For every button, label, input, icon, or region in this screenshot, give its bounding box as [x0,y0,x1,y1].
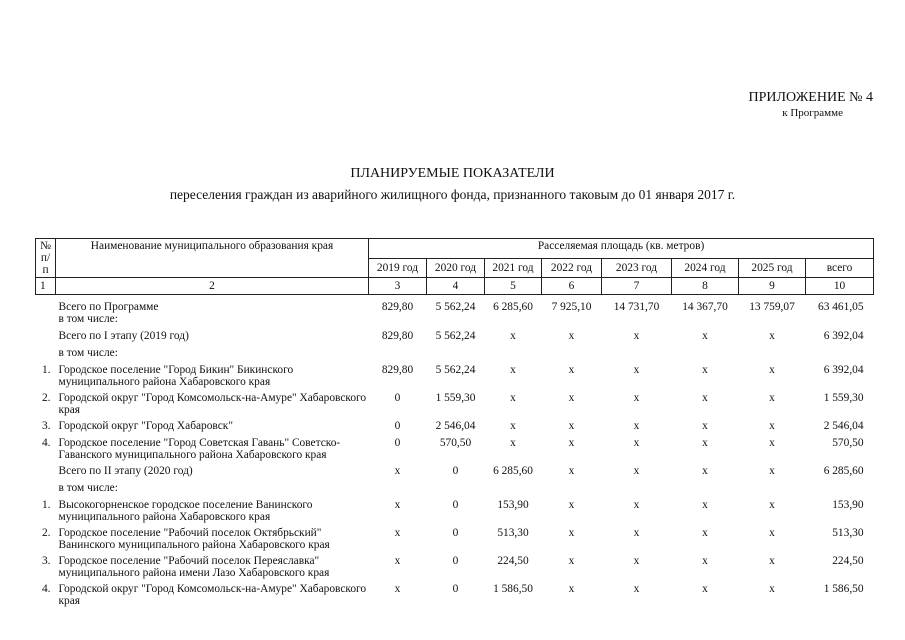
cell-2019: 0 [394,392,401,404]
cell-2021: 6 285,60 [493,465,533,477]
header-year: 2023 год [602,258,672,278]
row-name: в том числе: [58,347,118,359]
header-year: 2024 год [672,258,739,278]
cell-2022: х [568,555,575,567]
cell-2019: 829,80 [381,301,414,313]
row-name: в том числе: [58,482,118,494]
table-row [36,583,874,611]
header-year: 2020 год [427,258,485,278]
cell-2019 [369,347,427,364]
row-number [36,465,56,482]
cell-2023: х [633,392,640,404]
cell-total: 570,50 [832,437,864,449]
cell-2021 [485,313,542,330]
row-name: Всего по Программе [58,301,159,313]
cell-2024: х [702,330,708,342]
cell-total: 1 586,50 [823,583,864,595]
row-name: Высокогорненское городское поселение Ванинского муниципального района Хабаровского края [58,499,313,523]
cell-2020: 0 [452,465,459,477]
cell-2023 [602,482,672,499]
row-number: 3. [41,420,51,432]
cell-2020: 0 [452,555,459,567]
header-name: Наименование муниципального образования края [56,239,369,278]
row-number: 3. [41,555,51,567]
cell-2019: 829,80 [381,364,414,376]
cell-2023: х [633,555,640,567]
header-year: 2022 год [542,258,602,278]
cell-2019: х [394,465,401,477]
cell-2020: 2 546,04 [435,420,476,432]
cell-2024: 14 367,70 [682,301,728,313]
cell-total: 6 392,04 [823,330,864,342]
table-row [36,555,874,583]
cell-2021: х [510,437,516,449]
cell-2024: х [702,437,708,449]
cell-2022 [542,347,602,364]
cell-2021: х [510,420,516,432]
appendix-title: ПРИЛОЖЕНИЕ № 4 [748,90,873,105]
row-name: Городское поселение "Город Бикин" Бикинского муниципального района Хабаровского края [58,364,294,388]
cell-total: 63 461,05 [818,301,864,313]
row-name: Городской округ "Город Комсомольск-на-Амуре" Хабаровского края [58,583,367,607]
cell-2023: х [633,527,640,539]
cell-2021: 153,90 [497,499,529,511]
cell-2020: 0 [452,499,459,511]
cell-2019: 0 [394,420,401,432]
cell-2019: х [394,583,401,595]
cell-2020: 1 559,30 [435,392,476,404]
cell-2023 [602,347,672,364]
cell-2020: 0 [452,583,459,595]
cell-total: 224,50 [832,555,864,567]
column-number: 7 [602,278,672,295]
cell-2019: 829,80 [381,330,414,342]
cell-2023: х [633,330,640,342]
header-year: 2019 год [369,258,427,278]
cell-2023 [602,313,672,330]
cell-2022 [542,313,602,330]
cell-2022: 7 925,10 [551,301,592,313]
cell-2023: х [633,499,640,511]
cell-2020 [427,313,485,330]
row-number [36,313,56,330]
cell-total [806,482,874,499]
cell-total [806,347,874,364]
table-row [36,295,874,314]
cell-total [806,313,874,330]
cell-2022: х [568,437,575,449]
cell-2020: 5 562,24 [435,301,476,313]
row-name: Городское поселение "Город Советская Гавань" Советско-Гаванского муниципального района Хабаровского края [58,437,341,461]
cell-2022: х [568,420,575,432]
cell-2020: 0 [452,527,459,539]
cell-2023: х [633,420,640,432]
column-number: 5 [485,278,542,295]
cell-2024: х [702,364,708,376]
table-row [36,347,874,364]
column-number: 6 [542,278,602,295]
cell-2023: х [633,465,640,477]
table-row [36,364,874,392]
cell-2025 [739,347,806,364]
cell-2019 [369,313,427,330]
table-row [36,313,874,330]
cell-2019: х [394,555,401,567]
cell-2019 [369,482,427,499]
cell-2025: х [769,437,775,449]
document-subtitle: переселения граждан из аварийного жилищного фонда, признанного таковым до 01 января 2017 г. [169,187,736,202]
table-row [36,330,874,347]
cell-2024: х [702,527,708,539]
cell-2025: х [769,465,775,477]
cell-2022: х [568,392,575,404]
cell-2025: х [769,392,775,404]
cell-2021: х [510,392,516,404]
cell-2024: х [702,420,708,432]
cell-2024: х [702,465,708,477]
cell-2020 [427,347,485,364]
cell-2019: х [394,527,401,539]
row-name: Всего по I этапу (2019 год) [58,330,189,342]
cell-2024: х [702,499,708,511]
column-number: 3 [369,278,427,295]
cell-2024 [672,313,739,330]
cell-2022: х [568,583,575,595]
cell-2024 [672,482,739,499]
row-name: Городское поселение "Рабочий поселок Переяславка" муниципального района имени Лазо Хабаровского края [58,555,330,579]
cell-2025: х [769,555,775,567]
column-number: 1 [36,278,56,295]
cell-2025: х [769,364,775,376]
cell-2024 [672,347,739,364]
table-row [36,465,874,482]
column-number: 8 [672,278,739,295]
cell-2021 [485,347,542,364]
header-area: Расселяемая площадь (кв. метров) [369,239,874,259]
cell-total: 1 559,30 [823,392,864,404]
cell-2021: 224,50 [497,555,529,567]
header-year: 2025 год [739,258,806,278]
header-number: № п/п [36,239,56,278]
row-number [36,295,56,314]
cell-total: 153,90 [832,499,864,511]
table-row [36,420,874,437]
cell-2021: 1 586,50 [493,583,533,595]
cell-2023: х [633,437,640,449]
column-number: 9 [739,278,806,295]
appendix-label [749,90,874,120]
cell-2024: х [702,583,708,595]
column-number: 10 [806,278,874,295]
header-total: всего [806,258,874,278]
header-year: 2021 год [485,258,542,278]
cell-2025: х [769,420,775,432]
cell-2020: 5 562,24 [435,364,476,376]
cell-2021: 513,30 [497,527,529,539]
row-number [36,330,56,347]
row-number: 4. [41,583,51,595]
row-number [36,347,56,364]
cell-total: 2 546,04 [823,420,864,432]
cell-2025: 13 759,07 [749,301,795,313]
table-row [36,499,874,527]
column-number: 4 [427,278,485,295]
cell-2020: 570,50 [439,437,472,449]
row-number: 1. [41,499,51,511]
cell-2022: х [568,330,575,342]
cell-total: 513,30 [832,527,864,539]
cell-2025 [739,313,806,330]
row-name: Городской округ "Город Комсомольск-на-Амуре" Хабаровского края [58,392,367,416]
cell-2023: х [633,583,640,595]
appendix-subtitle: к Программе [782,107,843,119]
table-row [36,392,874,420]
cell-2019: 0 [394,437,401,449]
row-number: 2. [41,527,51,539]
cell-2025 [739,482,806,499]
cell-2020 [427,482,485,499]
table-row [36,437,874,465]
row-name: в том числе: [58,313,118,325]
cell-2025: х [769,499,775,511]
cell-total: 6 392,04 [823,364,864,376]
row-number: 2. [41,392,51,404]
cell-2021: 6 285,60 [493,301,533,313]
row-name: Городское поселение "Рабочий поселок Октябрьский" Ванинского муниципального района Хабаровского края [58,527,330,551]
cell-2024: х [702,392,708,404]
cell-2023: 14 731,70 [613,301,660,313]
row-name: Всего по II этапу (2020 год) [58,465,193,477]
indicators-table [35,238,874,611]
cell-2022: х [568,499,575,511]
table-row [36,527,874,555]
cell-2023: х [633,364,640,376]
cell-2022 [542,482,602,499]
cell-2021 [485,482,542,499]
cell-2024: х [702,555,708,567]
row-number: 4. [41,437,51,449]
document-title: ПЛАНИРУЕМЫЕ ПОКАЗАТЕЛИ [350,166,555,181]
table-row [36,482,874,499]
cell-2025: х [769,583,775,595]
row-number: 1. [41,364,51,376]
cell-2022: х [568,527,575,539]
row-number [36,482,56,499]
cell-total: 6 285,60 [823,465,864,477]
cell-2025: х [769,330,775,342]
column-number: 2 [56,278,369,295]
cell-2022: х [568,364,575,376]
cell-2021: х [510,330,516,342]
cell-2022: х [568,465,575,477]
cell-2020: 5 562,24 [435,330,476,342]
cell-2019: х [394,499,401,511]
cell-2025: х [769,527,775,539]
row-name: Городской округ "Город Хабаровск" [58,420,233,432]
cell-2021: х [510,364,516,376]
